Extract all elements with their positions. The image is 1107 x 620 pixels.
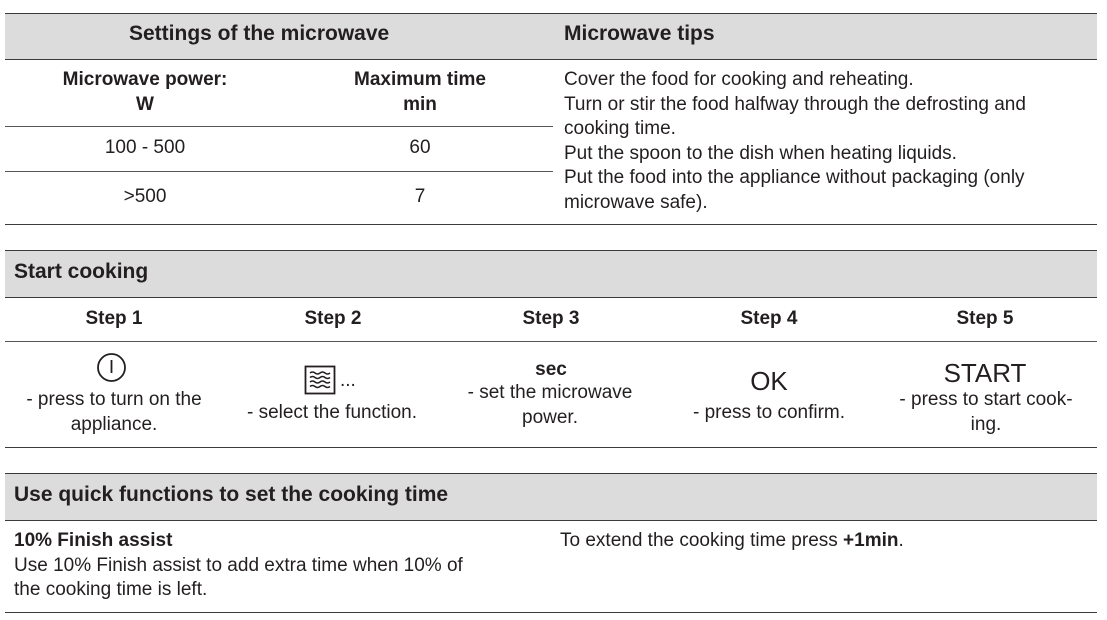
step-label: Step 5: [956, 308, 1014, 329]
row-divider: [5, 126, 553, 127]
sec-symbol: sec: [535, 359, 567, 380]
quick-functions-title: Use quick functions to set the cooking time: [14, 483, 449, 506]
row-divider: [5, 171, 553, 172]
finish-assist-text: the cooking time is left.: [14, 579, 208, 600]
tips-title: Microwave tips: [564, 22, 715, 45]
step-label: Step 2: [304, 308, 362, 329]
step-symbol-group: [304, 365, 356, 395]
time-cell: 7: [414, 186, 426, 207]
start-symbol: START: [943, 358, 1027, 388]
power-cell: 100 - 500: [104, 137, 186, 158]
settings-title: Settings of the microwave: [129, 22, 390, 45]
time-cell: 60: [409, 137, 431, 158]
microwave-function-icon: [304, 365, 336, 395]
time-column-header: Maximum time min: [354, 69, 486, 115]
tip-line: cooking time.: [564, 118, 676, 139]
tips-list: [564, 68, 1094, 215]
finish-assist-text: Use 10% Finish assist to add extra time when 10% of: [14, 554, 463, 576]
extend-time-text: To extend the cooking time press +1min.: [560, 530, 904, 551]
section-bottom-rule: [5, 612, 1097, 613]
step-description: - select the function.: [246, 402, 418, 423]
power-cell: >500: [123, 186, 167, 207]
step-description: - press to turn on the appliance.: [26, 389, 202, 435]
step-description: - press to start cook- ing.: [899, 389, 1073, 435]
finish-assist-block: [14, 529, 544, 603]
steps-divider: [5, 341, 1097, 342]
step-label: Step 1: [85, 308, 143, 329]
tip-line: Put the food into the appliance without packaging (only: [564, 167, 1025, 188]
step-label: Step 4: [740, 308, 798, 329]
tip-line: Put the spoon to the dish when heating liquids.: [564, 142, 957, 164]
ok-symbol: OK: [750, 366, 788, 396]
section-bottom-rule: [5, 447, 1097, 448]
start-cooking-band: [5, 250, 1097, 298]
power-column-header: Microwave power: W: [62, 69, 228, 115]
tip-line: microwave safe).: [564, 191, 708, 213]
step-label: Step 3: [522, 308, 580, 329]
finish-assist-title: 10% Finish assist: [14, 530, 173, 551]
tip-line: Turn or stir the food halfway through the defrosting and: [564, 93, 1026, 115]
step-description: - press to confirm.: [692, 402, 846, 423]
step-symbol: ...: [340, 370, 356, 391]
step-description: - set the microwave power.: [467, 382, 633, 428]
plus-one-min-label: +1min: [843, 530, 899, 551]
section-bottom-rule: [5, 224, 1097, 225]
tip-line: Cover the food for cooking and reheating.: [564, 69, 914, 90]
power-icon: [96, 352, 127, 383]
start-cooking-title: Start cooking: [14, 260, 149, 283]
